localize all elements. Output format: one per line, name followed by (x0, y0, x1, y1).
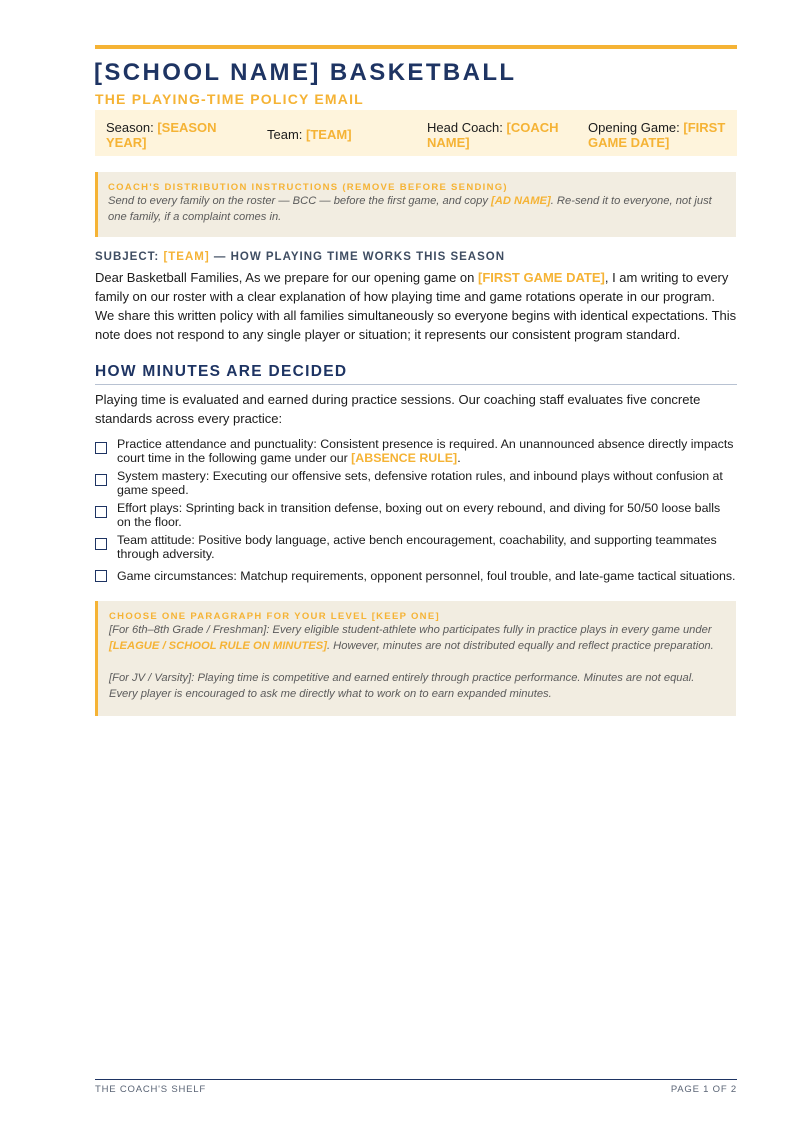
meta-coach-value[interactable]: [COACH NAME] (427, 120, 559, 150)
meta-info-bar (95, 110, 737, 156)
meta-opening-game (588, 120, 733, 150)
ad-name-placeholder[interactable]: [AD NAME] (491, 195, 551, 207)
footer-brand: THE COACH'S SHELF (95, 1084, 206, 1095)
meta-season-value[interactable]: [SEASON YEAR] (106, 120, 217, 150)
checklist-item-text: Game circumstances: Matchup requirements, opponent personnel, foul trouble, and late-game tactical situations. (117, 569, 736, 583)
level-paragraph-varsity: [For JV / Varsity]: Playing time is competitive and earned entirely through practice performance. Minutes are not equal. Every player is encouraged to ask me directly what to work on to earn expanded minutes. (109, 672, 695, 700)
meta-team-label: Team: (267, 127, 303, 142)
first-game-date-placeholder[interactable]: [FIRST GAME DATE] (477, 270, 605, 285)
checklist-item (95, 470, 737, 497)
absence-rule-placeholder[interactable]: [ABSENCE RULE] (351, 450, 458, 465)
section-heading: HOW MINUTES ARE DECIDED (95, 363, 348, 380)
email-subject-line (95, 251, 505, 263)
subject-rest: — HOW PLAYING TIME WORKS THIS SEASON (213, 251, 506, 263)
top-accent-rule (95, 45, 737, 49)
footer-divider (95, 1079, 737, 1080)
checklist-item (95, 566, 737, 584)
checklist-item-text: System mastery: Executing our offensive sets, defensive rotation rules, and inbound plays without confusion at game speed. (117, 469, 723, 497)
level-label: CHOOSE ONE PARAGRAPH FOR YOUR LEVEL [KEEP ONE] (109, 611, 440, 622)
intro-paragraph: Dear Basketball Families, As we prepare for our opening game on [FIRST GAME DATE], I am writing to every family on our roster with a clear explanation of how playing time and game rotations operate in our program. We share this written policy with all families simultaneously so everyone begins with identical expectations. This note does not respond to any single player or situation; it represents our consistent program standard. (95, 270, 737, 342)
page-number: PAGE 1 OF 2 (670, 1084, 737, 1095)
checkbox[interactable] (95, 474, 107, 486)
checklist-item-text: Effort plays: Sprinting back in transition defense, boxing out on every rebound, and diving for 50/50 loose balls on the floor. (117, 501, 721, 529)
meta-head-coach (427, 120, 572, 150)
section-intro-paragraph: Playing time is evaluated and earned during practice sessions. Our coaching staff evaluates five concrete standards across every practice: (95, 392, 701, 426)
distribution-label: COACH'S DISTRIBUTION INSTRUCTIONS (REMOVE BEFORE SENDING) (108, 182, 508, 193)
subject-team-placeholder[interactable]: [TEAM] (163, 251, 210, 263)
checkbox[interactable] (95, 506, 107, 518)
distribution-instructions-callout (95, 172, 736, 237)
checkbox[interactable] (95, 538, 107, 550)
level-choice-callout (95, 601, 736, 716)
checklist-item (95, 438, 737, 465)
checklist-item (95, 534, 737, 561)
section-divider (95, 384, 737, 385)
meta-team-value[interactable]: [TEAM] (306, 127, 352, 142)
meta-opening-value[interactable]: [FIRST GAME DATE] (588, 120, 726, 150)
meta-coach-label: Head Coach: (427, 120, 503, 135)
meta-season-label: Season: (106, 120, 154, 135)
meta-team (267, 127, 412, 142)
checklist-item (95, 502, 737, 529)
league-rule-placeholder[interactable]: [LEAGUE / SCHOOL RULE ON MINUTES] (109, 640, 327, 652)
checklist-item-text: Practice attendance and punctuality: Consistent presence is required. An unannounced absence directly impacts court time in the following game under our [ABSENCE RULE]. (117, 437, 734, 465)
checklist-item-text: Team attitude: Positive body language, active bench encouragement, coachability, and supporting teammates through adversity. (117, 533, 717, 561)
document-title: [SCHOOL NAME] BASKETBALL (94, 59, 517, 86)
subject-label: SUBJECT: (95, 251, 160, 263)
meta-opening-label: Opening Game: (588, 120, 680, 135)
document-subtitle: THE PLAYING-TIME POLICY EMAIL (95, 91, 364, 107)
level-paragraph-middle-school: [For 6th–8th Grade / Freshman]: Every eligible student-athlete who participates fully in practice plays in every game under [LEAGUE / SCHOOL RULE ON MINUTES]. However, minutes are not distributed equally and reflect practice preparation. (109, 624, 714, 652)
checkbox[interactable] (95, 442, 107, 454)
checkbox[interactable] (95, 570, 107, 582)
meta-season (106, 120, 251, 150)
distribution-text: Send to every family on the roster — BCC — before the first game, and copy [AD NAME]. Re-send it to everyone, not just one family, if a complaint comes in. (108, 195, 712, 223)
